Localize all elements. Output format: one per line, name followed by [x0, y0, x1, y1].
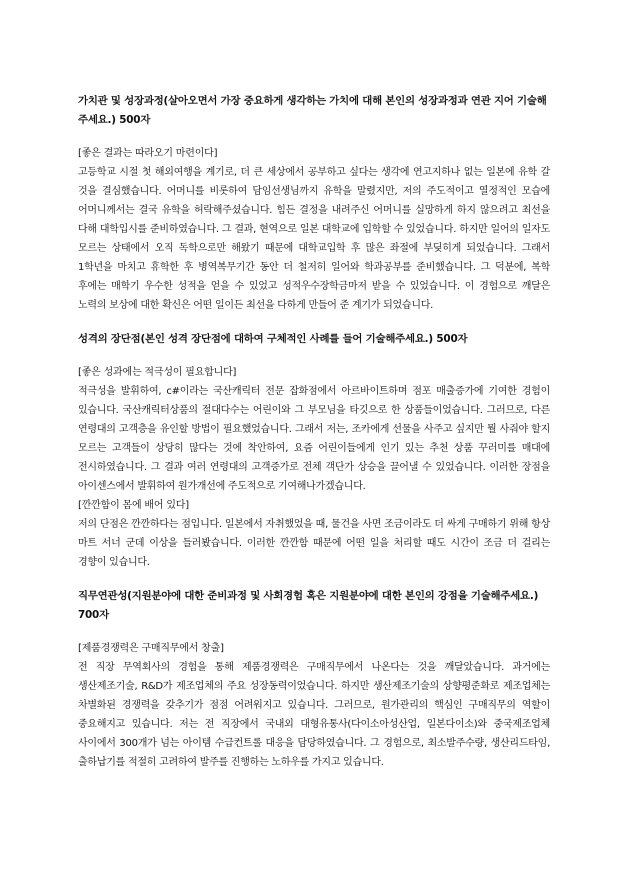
- section-body: 고등학교 시절 첫 해외여행을 계기로, 더 큰 세상에서 공부하고 싶다는 생각에 연고지하나 없는 일본에 유학 갈 것을 결심했습니다. 어머니를 비롯하여 담임선생님까지 유학을 말렸지만, 저의 주도적이고 열정적인 모습에 어머니께서는 결국 유학을 허락해주셨습니다. 힘든 결정을 내려주신 어머니를 실망하게 하지 않으려고 최선을 다해 대학입시를 준비하였습니다. 그 결과, 현역으로 일본 대학교에 입학할 수 있었습니다. 하지만 일어의 일자도 모르는 상태에서 오직 독학으로만 해왔기 때문에 대학교입학 후 많은 좌절에 부딪히게 되었습니다. 그래서 1학년을 마치고 휴학한 후 병역복무기간 동안 더 철저히 일어와 학과공부를 준비했습니다. 그 덕분에, 복학 후에는 매학기 우수한 성적을 얻을 수 있었고 성적우수장학금마저 받을 수 있었습니다. 이 경험으로 깨달은 노력의 보상에 대한 확신은 어떤 일이든 최선을 다하게 만들어 준 계기가 되었습니다.: [78, 167, 550, 311]
- section-subheading: [좋은 결과는 따라오기 마련이다]: [78, 148, 218, 159]
- spacer: [78, 130, 550, 144]
- section-subheading: [깐깐함이 몸에 배어 있다]: [78, 500, 189, 511]
- document-page: [78, 92, 550, 772]
- spacer: [78, 315, 550, 330]
- section-title: 직무연관성(지원분야에 대한 준비과정 및 사회경험 혹은 지원분야에 대한 본인의 강점을 기술해주세요.) 700자: [78, 590, 539, 621]
- section-title: 가치관 및 성장과정(살아오면서 가장 중요하게 생각하는 가치에 대해 본인의 성장과정과 연관 지어 기술해주세요.) 500자: [78, 95, 547, 126]
- section-body: 적극성을 발휘하여, c#이라는 국산캐릭터 전문 잡화점에서 아르바이트하며 점포 매출증가에 기여한 경험이 있습니다. 국산캐릭터상품의 절대다수는 어린이와 그 부모님을 타깃으로 한 상품들이었습니다. 그러므로, 다른 연령대의 고객층을 유인할 방법이 필요했었습니다. 그래서 저는, 조카에게 선물을 사주고 싶지만 뭘 사줘야 할지 모르는 고객들이 상당히 많다는 것에 착안하여, 요즘 어린이들에게 인기 있는 추천 상품 꾸러미를 매대에 전시하였습니다. 그 결과 여러 연령대의 고객증가로 전체 객단가 상승을 끌어낼 수 있었습니다. 이러한 장점을 아이센스에서 발휘하여 원가개선에 주도적으로 기여해나가겠습니다.: [78, 386, 550, 492]
- section-body: 저의 단점은 깐깐하다는 점입니다. 일본에서 자취했었을 때, 물건을 사면 조금이라도 더 싸게 구매하기 위해 항상 마트 서너 군데 이상을 들러봤습니다. 이러한 깐깐함 때문에 어떤 일을 처리할 때도 시간이 조금 더 걸리는 경향이 있습니다.: [78, 519, 550, 568]
- section-subheading: [제품경쟁력은 구매직무에서 창출]: [78, 643, 224, 654]
- section-body: 전 직장 무역회사의 경험을 통해 제품경쟁력은 구매직무에서 나온다는 것을 깨달았습니다. 과거에는 생산제조기술, R&D가 제조업체의 주요 성장동력이었습니다. 하지만 생산제조기술의 상향평준화로 제조업체는 차별화된 경쟁력을 갖추기가 점점 어려워지고 있습니다. 그러므로, 원가관리의 핵심인 구매직무의 역할이 중요해지고 있습니다. 저는 전 직장에서 국내외 대형유통사(다이소아성산업, 일본다이소)와 중국제조업체 사이에서 300개가 넘는 아이템 수급컨트롤 대응을 담당하였습니다. 그 경험으로, 최소발주수량, 생산리드타임, 출하납기를 적절히 고려하여 발주를 진행하는 노하우를 가지고 있습니다.: [78, 662, 550, 768]
- section-subheading: [좋은 성과에는 적극성이 필요합니다]: [78, 367, 237, 378]
- section-title: 성격의 장단점(본인 성격 장단점에 대하여 구체적인 사례를 들어 기술해주세요.) 500자: [78, 333, 468, 345]
- spacer: [78, 625, 550, 639]
- section-values-growth: [78, 92, 550, 315]
- spacer: [78, 349, 550, 363]
- spacer: [78, 572, 550, 587]
- section-job-relevance: [78, 587, 550, 772]
- section-personality: [78, 330, 550, 572]
